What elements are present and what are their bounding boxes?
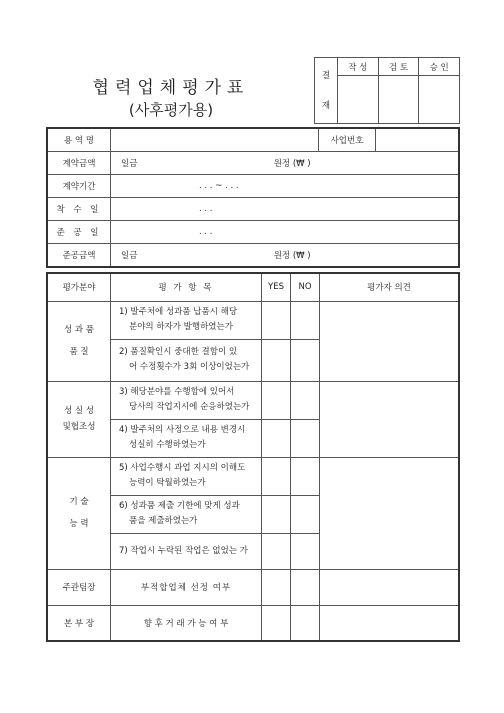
completion-amount-field[interactable]	[111, 244, 460, 268]
director-question: 향 후 거 래 가 능 여 부	[111, 605, 262, 641]
opinion-sincerity-cell[interactable]	[320, 381, 460, 457]
label-contract-period: 계약기간	[47, 175, 111, 198]
start-date-value: . . .	[199, 204, 213, 214]
item-5-no-cell[interactable]	[291, 457, 320, 495]
header-category: 평가분야	[47, 273, 111, 301]
category-quality: 성 과 품 품 질	[47, 301, 111, 381]
item-2-yes-cell[interactable]	[262, 339, 291, 381]
eval-item-6: 6) 성과품 제출 기한에 맞게 성과 품을 제출하였는가	[111, 495, 262, 533]
header-no: NO	[291, 273, 320, 301]
approval-header-write: 작 성	[338, 58, 379, 76]
label-completion-date: 준 공 일	[47, 221, 111, 244]
item-5-yes-cell[interactable]	[262, 457, 291, 495]
item-4-yes-cell[interactable]	[262, 419, 291, 457]
director-opinion-cell[interactable]	[320, 605, 460, 641]
label-contract-amount: 계약금액	[47, 152, 111, 175]
approval-label: 결 재	[315, 58, 338, 124]
header-yes: YES	[262, 273, 291, 301]
label-team-manager: 주관팀장	[47, 569, 111, 605]
project-name-field[interactable]	[111, 128, 319, 152]
eval-item-5: 5) 사업수행시 과업 지시의 이해도 능력이 탁월하였는가	[111, 457, 262, 495]
completion-amount-suffix: 원정 (₩ )	[273, 251, 311, 261]
contract-period-field[interactable]	[111, 175, 460, 198]
director-yes-cell[interactable]	[262, 605, 291, 641]
item-6-no-cell[interactable]	[291, 495, 320, 533]
opinion-technical-cell[interactable]	[320, 457, 460, 569]
label-project-name: 용 역 명	[47, 128, 111, 152]
item-3-no-cell[interactable]	[291, 381, 320, 419]
contract-amount-suffix: 원정 (₩ )	[273, 159, 311, 169]
item-7-yes-cell[interactable]	[262, 533, 291, 569]
completion-date-value: . . .	[199, 227, 213, 237]
label-division-head: 본 부 장	[47, 605, 111, 641]
approval-sign-write[interactable]	[338, 76, 379, 124]
opinion-quality-cell[interactable]	[320, 301, 460, 381]
header-opinion: 평가자 의견	[320, 273, 460, 301]
approval-header-review: 검 토	[378, 58, 419, 76]
category-technical: 기 술 능 력	[47, 457, 111, 569]
header-item: 평 가 항 목	[111, 273, 262, 301]
item-1-yes-cell[interactable]	[262, 301, 291, 339]
item-3-yes-cell[interactable]	[262, 381, 291, 419]
item-4-no-cell[interactable]	[291, 419, 320, 457]
eval-item-1: 1) 발주처에 성과품 납품시 해당 분야의 하자가 발행하였는가	[111, 301, 262, 339]
eval-item-2: 2) 품질확인시 중대한 결함이 있 어 수정횟수가 3회 이상이었는가	[111, 339, 262, 381]
contract-period-value: . . . ~ . . .	[199, 181, 239, 191]
label-start-date: 착 수 일	[47, 198, 111, 221]
item-1-no-cell[interactable]	[291, 301, 320, 339]
director-no-cell[interactable]	[291, 605, 320, 641]
item-6-yes-cell[interactable]	[262, 495, 291, 533]
manager-no-cell[interactable]	[291, 569, 320, 605]
label-biz-no: 사업번호	[319, 128, 376, 152]
completion-date-field[interactable]	[111, 221, 460, 244]
manager-question: 부적합업체 선정 여부	[111, 569, 262, 605]
biz-no-field[interactable]	[376, 128, 460, 152]
eval-item-3: 3) 해당분야를 수행함에 있어서 당사의 작업지시에 순응하였는가	[111, 381, 262, 419]
contract-amount-prefix: 일금	[121, 159, 138, 169]
approval-table	[314, 57, 460, 124]
approval-sign-approve[interactable]	[419, 76, 460, 124]
approval-header-approve: 승 인	[419, 58, 460, 76]
approval-sign-review[interactable]	[378, 76, 419, 124]
item-7-no-cell[interactable]	[291, 533, 320, 569]
completion-amount-prefix: 일금	[121, 251, 138, 261]
eval-item-4: 4) 발주처의 사정으로 내용 변경시 성실히 수행하였는가	[111, 419, 262, 457]
contract-info-table	[46, 127, 460, 268]
manager-yes-cell[interactable]	[262, 569, 291, 605]
start-date-field[interactable]	[111, 198, 460, 221]
evaluation-table	[46, 272, 460, 642]
label-completion-amount: 준공금액	[47, 244, 111, 268]
category-sincerity: 성 실 성 및협조성	[47, 381, 111, 457]
contract-amount-field[interactable]	[111, 152, 460, 175]
form-subtitle: (사후평가용)	[128, 101, 214, 119]
item-2-no-cell[interactable]	[291, 339, 320, 381]
form-title: 협력업체평가표	[92, 78, 250, 98]
eval-item-7: 7) 작업시 누락된 작업은 없었는 가	[111, 533, 262, 569]
manager-opinion-cell[interactable]	[320, 569, 460, 605]
